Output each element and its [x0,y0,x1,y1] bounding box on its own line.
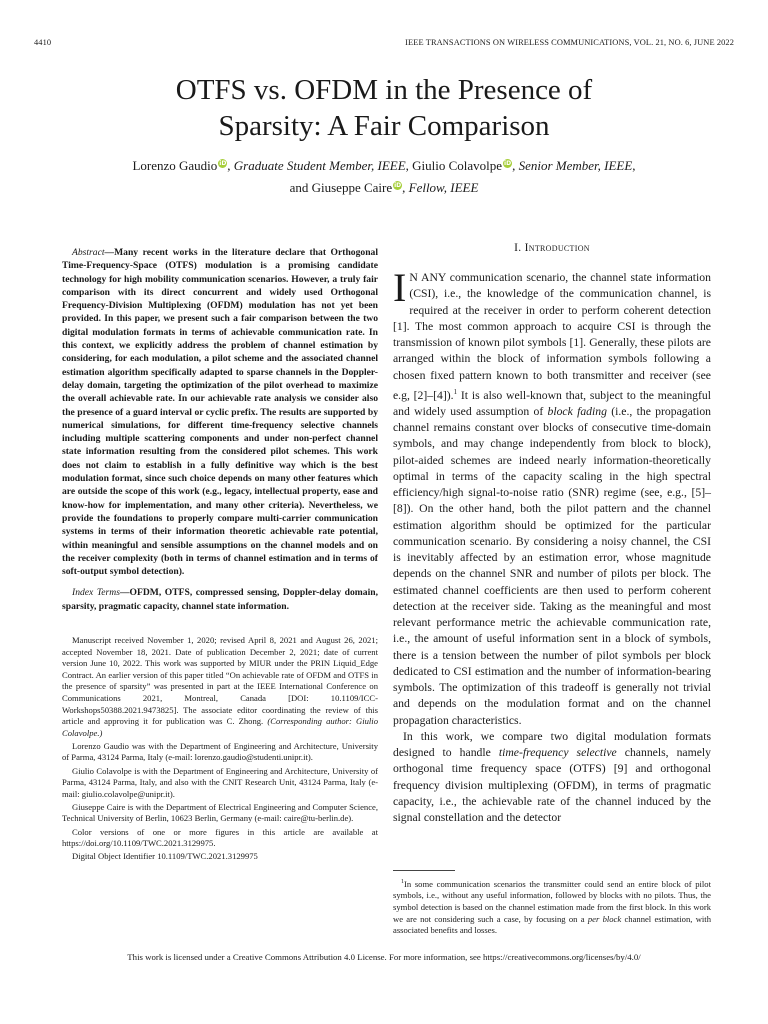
index-terms-dash: — [119,587,130,599]
intro-text: N ANY communication scenario, the channel state information (CSI), i.e., the knowledge of the communication channel, is required at the receiver in order to perform coherent detection [1]. The most common approach to acquire CSI is through the transmission of known pilot symbols [1]. Generally, these pilots are arranged within the block of information symbols following a chosen fixed pattern known to both transmitter and receiver (see e.g, [2]–[4]). [393,271,711,402]
affiliation-gaudio: Lorenzo Gaudio was with the Department of Engineering and Architecture, University of Parma, 43124 Parma, Italy (e-mail: lorenzo.gaudio@studenti.unipr.it). [62,740,378,763]
author-conjunction: and [289,180,309,195]
abstract [62,246,378,578]
footnote-text [393,877,711,937]
footnote-mark[interactable]: 1 [453,387,458,396]
drop-cap: I [393,265,407,310]
page-number: 4410 [34,38,52,47]
author-name: Giuseppe Caire [311,180,393,195]
intro-text: (i.e., the propagation channel remains constant over blocks of consecutive time-domain symbols, and may change independently from block to block), pilot-aided schemes are indeed nearly information-theoretically optimal in terms of the capacity scaling in the high spectral efficiency/high signal-to-noise ratio (SNR) regime (see, e.g., [5]–[8]). On the other hand, both the pilot pattern and the channel estimation algorithm should be optimized for the particular communication scenario. By considering a noisy channel, the CSI is inevitably affected by an estimation error, whose magnitude depends on the channel SNR and number of pilots per block. The estimated channel coefficients are then used to perform coherent detection at the receiver side. Taking as the meaningful and most relevant performance metric the achievable communication rate, i.e., the amount of useful information sent in a block of symbols, there is a tension between the number of pilot symbols per block dedicated to CSI estimation and the number of information-bearing symbols. The optimization of this tradeoff is generally not trivial and depends on the modulation format and on the channel propagation characteristics. [393,404,712,727]
intro-emphasis: block fading [547,404,607,418]
author-line-2: and Giuseppe Caire iD, Fellow, IEEE [289,180,479,195]
footnote-number: 1 [401,879,404,885]
intro-emphasis: time-frequency selective [498,746,617,760]
affiliation-colavolpe: Giulio Colavolpe is with the Department of Engineering and Architecture, University of Parma, 43124 Parma, Italy, and also with the CNIT Research Unit, 43124 Parma, Italy (e-mail: giulio.colavolpe@unipr.it). [62,765,378,799]
section-title: Introduction [524,242,590,254]
footnote-body: In some communication scenarios the transmitter could send an entire block of pilot symbols, i.e., without any useful information, followed by blocks with no pilots. Thus, the symbol detection is based on the channel estimation made from the first block. In this work we are not considering such a case, by focusing on a [393,878,711,924]
author-role: Graduate Student Member, IEEE [233,158,406,173]
author-block [60,155,708,199]
abstract-label: Abstract [72,247,105,258]
author-line-1: Lorenzo Gaudio iD, Graduate Student Member, IEEE, Giulio Colavolpe iD, Senior Member, IEEE, [132,158,636,173]
index-terms [62,586,378,613]
license-notice: This work is licensed under a Creative Commons Attribution 4.0 License. For more information, see https://creativecommons.org/licenses/by/4.0/ [127,952,641,962]
orcid-icon[interactable]: iD [219,160,227,167]
corresponding-author: (Corresponding author: Giulio Colavolpe.) [62,716,378,738]
right-column [393,242,711,826]
author-role: Senior Member, IEEE [518,158,633,173]
first-page-footnotes [62,635,378,863]
manuscript-text: Manuscript received November 1, 2020; revised April 8, 2021 and August 26, 2021; accepted November 18, 2021. Date of publication December 2, 2021; date of current version June 10, 2022. This work was supported by MIUR under the PRIN Liquid_Edge Contract. An earlier version of this paper titled “On achievable rate of OFDM and OTFS in the presence of sparsity” was presented in part at the IEEE International Conference on Communications 2021, Montreal, Canada [DOI: 10.1109/ICC-Workshops50388.2021.9473825]. The associate editor coordinating the review of this article and approving it for publication was C. Zhong. [62,635,378,727]
left-column [62,246,378,864]
journal-header: IEEE TRANSACTIONS ON WIRELESS COMMUNICATIONS, VOL. 21, NO. 6, JUNE 2022 [405,38,734,47]
intro-text: channels, namely orthogonal time frequency space (OTFS) [9] and orthogonal frequency division multiplexing (OFDM), in terms of pragmatic capacity, i.e., the achievable rate of the channel induced by the signal constellation and the detector [393,746,711,825]
section-number: I. [514,242,522,254]
index-terms-text: OFDM, OTFS, compressed sensing, Doppler-delay domain, sparsity, pragmatic capacity, channel state information. [62,587,378,612]
color-note: Color versions of one or more figures in this article are available at https://doi.org/10.1109/TWC.2021.3129975. [62,826,378,849]
orcid-icon[interactable]: iD [504,160,512,167]
doi-note: Digital Object Identifier 10.1109/TWC.2021.3129975 [72,851,258,862]
footnote-1 [393,870,711,937]
footnote-emphasis: per block [587,913,622,924]
manuscript-note [62,635,378,739]
index-terms-label: Index Terms [72,587,120,599]
orcid-icon[interactable]: iD [394,182,402,189]
abstract-dash: — [104,247,115,258]
author-name: Lorenzo Gaudio [132,158,218,173]
footnote-body: channel estimation, with associated benefits and losses. [393,913,711,936]
intro-paragraph-2 [393,729,711,827]
intro-paragraph-1 [393,265,712,729]
intro-text: It is also well-known that, subject to the meaningful and widely used assumption of [393,388,711,418]
section-heading [393,242,711,254]
abstract-text: Many recent works in the literature declare that Orthogonal Time-Frequency-Space (OTFS) modulation is a promising candidate technology for high mobility communication scenarios. However, a truly fair comparison with its direct concurrent and widely used Orthogonal Frequency-Division Multiplexing (OFDM) modulation has not yet been provided. In this paper, we present such a fair comparison between the two digital modulation formats in terms of achievable communication rate. In this context, we explicitly address the problem of channel estimation by considering, for each modulation, a pilot scheme and the associated channel estimation algorithm specifically adapted to sparse channels in the Doppler-delay domain, targeting the optimization of the pilot overhead to maximize the overall achievable rate. In our achievable rate analysis we consider also the presence of a guard interval or cyclic prefix. The results are supported by numerical simulations, for different time-frequency selective channels including multiple scattering components and under non-perfect channel state information resulting from the considered pilot schemes. This work does not claim to establish in a fully definitive way which is the best modulation format, since such choice depends on many other features which are outside the scope of this work (e.g., legacy, intellectual property, ease and know-how for implementation, and many other criteria). Nevertheless, we provide the foundations to properly compare multi-carrier communication systems in terms of their information theoretic achievable rate potential, within meaningful and sensible assumptions on the channel models and on the receiver complexity (both in terms of channel estimation and in terms of soft-output symbol detection). [62,247,378,578]
footnote-rule [393,870,455,871]
title-line-2: Sparsity: A Fair Comparison [218,110,550,142]
title-line-1: OTFS vs. OFDM in the Presence of [175,74,593,106]
author-role: Fellow, IEEE [408,180,479,195]
affiliation-caire: Giuseppe Caire is with the Department of Electrical Engineering and Computer Science, Technical University of Berlin, 10623 Berlin, Germany (e-mail: caire@tu-berlin.de). [62,801,378,824]
intro-text: In this work, we compare two digital modulation formats designed to handle [393,729,711,760]
author-name: Giulio Colavolpe [412,158,503,173]
paper-title [60,72,708,144]
